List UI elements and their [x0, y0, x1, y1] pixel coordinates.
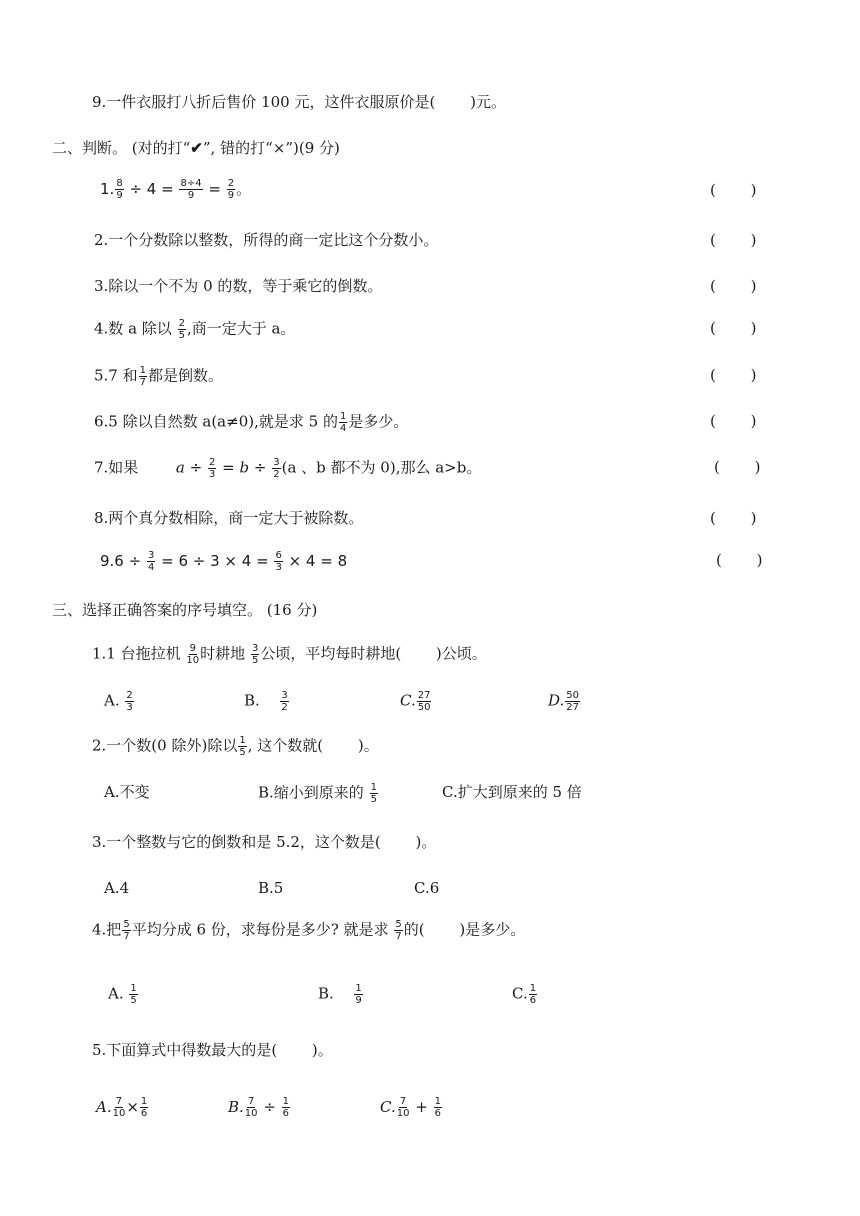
- fraction: $\frac{7}{10}$: [244, 1096, 258, 1119]
- heading-text-mid: ”, 错的打“: [202, 139, 273, 157]
- option-3c[interactable]: C.6: [414, 879, 440, 897]
- text: 2.一个数(0 除外)除以: [92, 736, 238, 755]
- option-label: D.: [548, 691, 565, 710]
- fraction: $\frac{1}{5}$: [239, 735, 246, 758]
- option-4a[interactable]: [108, 983, 139, 1006]
- text: 4.数 a 除以: [94, 319, 172, 338]
- option-2b[interactable]: [258, 782, 379, 805]
- text: 是多少。: [348, 412, 409, 431]
- option-label: A.: [104, 691, 120, 710]
- option-3b[interactable]: B.5: [258, 879, 284, 897]
- option-1c[interactable]: [400, 690, 432, 713]
- fraction: $\frac{6}{3}$: [275, 550, 282, 573]
- option-5b[interactable]: [228, 1096, 291, 1119]
- text: , 这个数就( )。: [247, 736, 379, 755]
- judge-item-7: [94, 457, 481, 480]
- operator: ×: [126, 1098, 139, 1116]
- option-label: C.: [400, 691, 416, 710]
- heading-text-end: ”)(9 分): [285, 139, 340, 157]
- text: 9.6 ÷: [100, 552, 142, 570]
- text: 7.如果: [94, 458, 139, 477]
- fraction: $\frac{3}{2}$: [281, 690, 288, 713]
- fraction: $\frac{27}{50}$: [417, 690, 431, 713]
- fraction: $\frac{1}{7}$: [139, 365, 146, 388]
- fraction: $\frac{5}{7}$: [123, 919, 130, 942]
- fraction: $\frac{3}{5}$: [251, 643, 259, 666]
- answer-blank-5[interactable]: ( ): [710, 366, 757, 384]
- option-label: B.: [318, 984, 334, 1003]
- cross-mark-icon: ×: [272, 139, 286, 157]
- period: 。: [236, 180, 252, 198]
- option-5a[interactable]: [96, 1096, 149, 1119]
- text: 都是倒数。: [148, 366, 224, 385]
- option-2a[interactable]: A.不变: [104, 783, 150, 801]
- fraction: $\frac{1}{6}$: [140, 1096, 148, 1119]
- variable-b: b: [239, 458, 250, 477]
- fraction: $\frac{3}{4}$: [147, 550, 155, 573]
- fraction: $\frac{2}{9}$: [227, 178, 235, 201]
- fraction: $\frac{9}{10}$: [186, 643, 200, 666]
- judge-item-1: [100, 178, 251, 201]
- answer-blank-4[interactable]: ( ): [710, 319, 757, 337]
- operator: ÷ 4 =: [129, 180, 174, 198]
- text: × 4 = 8: [288, 552, 348, 570]
- operator: =: [222, 458, 235, 477]
- text: (a 、b 都不为 0),那么 a>b。: [281, 458, 482, 477]
- question-fill-9: 9.一件衣服打八折后售价 100 元，这件衣服原价是( )元。: [92, 93, 506, 111]
- option-2c[interactable]: C.扩大到原来的 5 倍: [442, 783, 582, 801]
- fraction: $\frac{1}{5}$: [130, 983, 137, 1006]
- answer-blank-9[interactable]: ( ): [716, 551, 763, 569]
- fraction: $\frac{7}{10}$: [112, 1096, 126, 1119]
- option-4c[interactable]: [512, 983, 538, 1006]
- option-label: A.: [108, 984, 124, 1003]
- option-1b[interactable]: [244, 690, 290, 713]
- fraction: $\frac{2}{3}$: [208, 457, 216, 480]
- answer-blank-1[interactable]: ( ): [710, 181, 757, 199]
- text: 6.5 除以自然数 a(a≠0),就是求 5 的: [94, 412, 338, 431]
- fraction: $\frac{5}{7}$: [395, 919, 402, 942]
- answer-blank-6[interactable]: ( ): [710, 412, 757, 430]
- judge-item-9: [100, 550, 347, 573]
- text: 公顷，平均每时耕地( )公顷。: [260, 644, 487, 663]
- option-1a[interactable]: [104, 690, 135, 713]
- operator: ÷: [253, 458, 267, 477]
- option-4b[interactable]: [318, 983, 364, 1006]
- text: ,商一定大于 a。: [186, 319, 296, 338]
- fraction: $\frac{1}{4}$: [339, 411, 347, 434]
- variable-a: a: [175, 458, 185, 477]
- heading-text: 二、判断。 (对的打“: [52, 139, 191, 157]
- fraction: $\frac{1}{6}$: [529, 983, 537, 1006]
- answer-blank-7[interactable]: ( ): [714, 458, 761, 476]
- fraction: $\frac{7}{10}$: [396, 1096, 410, 1119]
- choice-question-3: 3.一个整数与它的倒数和是 5.2，这个数是( )。: [92, 833, 437, 851]
- fraction: $\frac{8\div 4}{9}$: [180, 178, 202, 201]
- judge-item-3: 3.除以一个不为 0 的数，等于乘它的倒数。: [94, 277, 383, 295]
- judge-item-5: [94, 365, 223, 388]
- text: 的( )是多少。: [403, 920, 526, 939]
- fraction: $\frac{2}{3}$: [126, 690, 133, 713]
- section-3-heading: 三、选择正确答案的序号填空。 (16 分): [52, 601, 318, 619]
- option-label: C.: [512, 984, 528, 1003]
- option-label: A.: [96, 1098, 112, 1116]
- choice-question-2: [92, 735, 379, 758]
- judge-item-8: 8.两个真分数相除，商一定大于被除数。: [94, 509, 364, 527]
- check-mark-icon: ✔: [190, 139, 203, 157]
- fraction: $\frac{50}{27}$: [566, 690, 579, 713]
- operator: +: [415, 1098, 428, 1116]
- option-5c[interactable]: [380, 1096, 443, 1119]
- text: 1.1 台拖拉机: [92, 644, 181, 663]
- operator: =: [208, 180, 221, 198]
- text: 4.把: [92, 920, 122, 939]
- operator: ÷: [263, 1098, 276, 1116]
- option-1d[interactable]: [548, 690, 581, 713]
- fraction: $\frac{1}{5}$: [370, 782, 377, 805]
- option-3a[interactable]: A.4: [104, 879, 130, 897]
- choice-question-1: [92, 643, 487, 666]
- text: 5.7 和: [94, 366, 138, 385]
- option-label: B.: [244, 691, 260, 710]
- fraction: $\frac{1}{9}$: [355, 983, 362, 1006]
- choice-question-4: [92, 919, 525, 942]
- judge-item-6: [94, 411, 408, 434]
- item-number: 1.: [100, 180, 115, 198]
- section-2-heading: [52, 138, 340, 158]
- fraction: $\frac{8}{9}$: [116, 178, 123, 201]
- fraction: $\frac{1}{6}$: [282, 1096, 290, 1119]
- option-label: B.: [228, 1098, 244, 1116]
- answer-blank-2[interactable]: ( ): [710, 231, 757, 249]
- operator: ÷: [189, 458, 203, 477]
- text: = 6 ÷ 3 × 4 =: [161, 552, 269, 570]
- answer-blank-3[interactable]: ( ): [710, 277, 757, 295]
- option-text: B.缩小到原来的: [258, 783, 364, 802]
- text: 时耕地: [200, 644, 246, 663]
- choice-question-5: 5.下面算式中得数最大的是( )。: [92, 1041, 333, 1059]
- judge-item-4: [94, 318, 295, 341]
- option-label: C.: [380, 1098, 396, 1116]
- fraction: $\frac{2}{5}$: [178, 318, 185, 341]
- judge-item-2: 2.一个分数除以整数，所得的商一定比这个分数小。: [94, 231, 439, 249]
- text: 平均分成 6 份，求每份是多少? 就是求: [131, 920, 389, 939]
- fraction: $\frac{3}{2}$: [273, 457, 280, 480]
- fraction: $\frac{1}{6}$: [434, 1096, 441, 1119]
- answer-blank-8[interactable]: ( ): [710, 509, 757, 527]
